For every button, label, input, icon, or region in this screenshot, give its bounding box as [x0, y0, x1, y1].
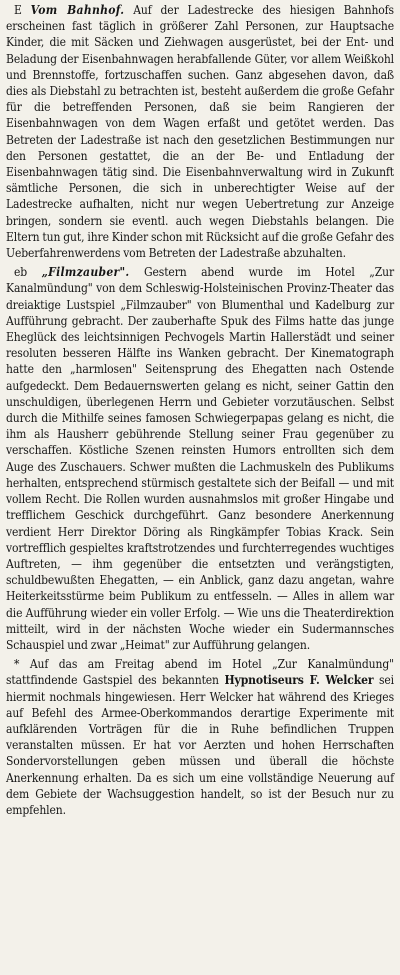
article-body-after: sei hiermit nochmals hingewiesen. Herr Welcker hat während des Krieges auf Befehl des Armee-Oberkommandos derartige Experimente mit aufklärenden Vorträgen für die in Ruhe befindlichen Truppen veranstalten müssen. Er hat vor Aerzten und hohen Herrschaften Sondervorstellungen geben müssen und überall die höchste Anerkennung erhalten. Da es sich um eine vollständige Neuerung auf dem Gebiete der Wachsuggestion handelt, so ist der Besuch nur zu empfehlen. [6, 673, 394, 817]
article-marker: * [14, 657, 20, 672]
article-highlight-name: Hypnotiseurs F. Welcker [224, 673, 374, 688]
article-body: Gestern abend wurde im Hotel „Zur Kanalmündung" von dem Schleswig-Holsteinischen Provinz-Theater das dreiaktige Lustspiel „Filmzauber" von Blumenthal und Kadelburg zur Aufführung gebracht. Der zauberhafte Spuk des Films hatte das junge Eheglück des leichtsinnigen Pechvogels Martin Hallerstädt und seiner resoluten besseren Hälfte ins Wanken gebracht. Der Kinematograph hatte den „harmlosen" Seitensprung des Ehegatten nach Ostende aufgedeckt. Dem Bedauernswerten gelang es nicht, seiner Gattin den unschuldigen, überlegenen Herrn und Gebieter vorzutäuschen. Selbst durch die Mithilfe seines famosen Schwiegerpapas gelang es nicht, die ihm als Hausherr gebührende Stellung seiner Frau gegenüber zu verschaffen. Köstliche Szenen reinsten Humors entrollten sich dem Auge des Zuschauers. Schwer mußten die Lachmuskeln des Publikums herhalten, entsprechend stürmisch gestaltete sich der Beifall — und mit vollem Recht. Die Rollen wurden ausnahmslos mit großer Hingabe und trefflichem Geschick durchgeführt. Ganz besondere Anerkennung verdient Herr Direktor Döring als Ringkämpfer Tobias Krack. Sein vortrefflich gespieltes kraftstrotzendes und furchterregendes wuchtiges Auftreten, — ihm gegenüber die entsetzten und verängstigten, schuldbewußten Ehegatten, — ein Anblick, ganz dazu angetan, wahre Heiterkeitsstürme beim Publikum zu entfesseln. — Alles in allem war die Aufführung wieder ein voller Erfolg. — Wie uns die Theaterdirektion mitteilt, wird in der nächsten Woche wieder ein Sudermannsches Schauspiel und zwar „Heimat" zur Aufführung gelangen. [6, 265, 394, 652]
article-body: Auf der Ladestrecke des hiesigen Bahnhofs erscheinen fast täglich in größerer Zahl Personen, zur Hauptsache Kinder, die mit Säcken und Ziehwagen ausgerüstet, bei der Ent- und Beladung der Eisenbahnwagen herabfallende Güter, vor allem Weißkohl und Brennstoffe, fortzuschaffen suchen. Ganz abgesehen davon, daß dies als Diebstahl zu betrachten ist, besteht außerdem die große Gefahr für die betreffenden Personen, daß sie beim Rangieren der Eisenbahnwagen von dem Wagen erfaßt und getötet werden. Das Betreten der Ladestraße ist nach den gesetzlichen Bestimmungen nur den Personen gestattet, die an der Be- und Entladung der Eisenbahnwagen tätig sind. Die Eisenbahnverwaltung wird in Zukunft sämtliche Personen, die sich in unberechtigter Weise auf der Ladestrecke aufhalten, nicht nur wegen Uebertretung zur Anzeige bringen, sondern sie eventl. auch wegen Diebstahls belangen. Die Eltern tun gut, ihre Kinder schon mit Rücksicht auf die große Gefahr des Ueberfahrenwerdens vom Betreten der Ladestraße abzuhalten. [6, 3, 394, 261]
article-marker: eb [14, 265, 28, 280]
article-headline: „Filmzauber". [41, 265, 130, 280]
article-filmzauber [6, 264, 394, 653]
article-vom-bahnhof [6, 2, 394, 261]
article-headline: Vom Bahnhof. [30, 3, 125, 17]
article-body-before: Auf das am Freitag abend im Hotel „Zur Kanalmündung" stattfindende Gastspiel des bekannten [6, 657, 394, 688]
article-marker: E [14, 3, 22, 17]
article-hypnotiseur [6, 656, 394, 818]
